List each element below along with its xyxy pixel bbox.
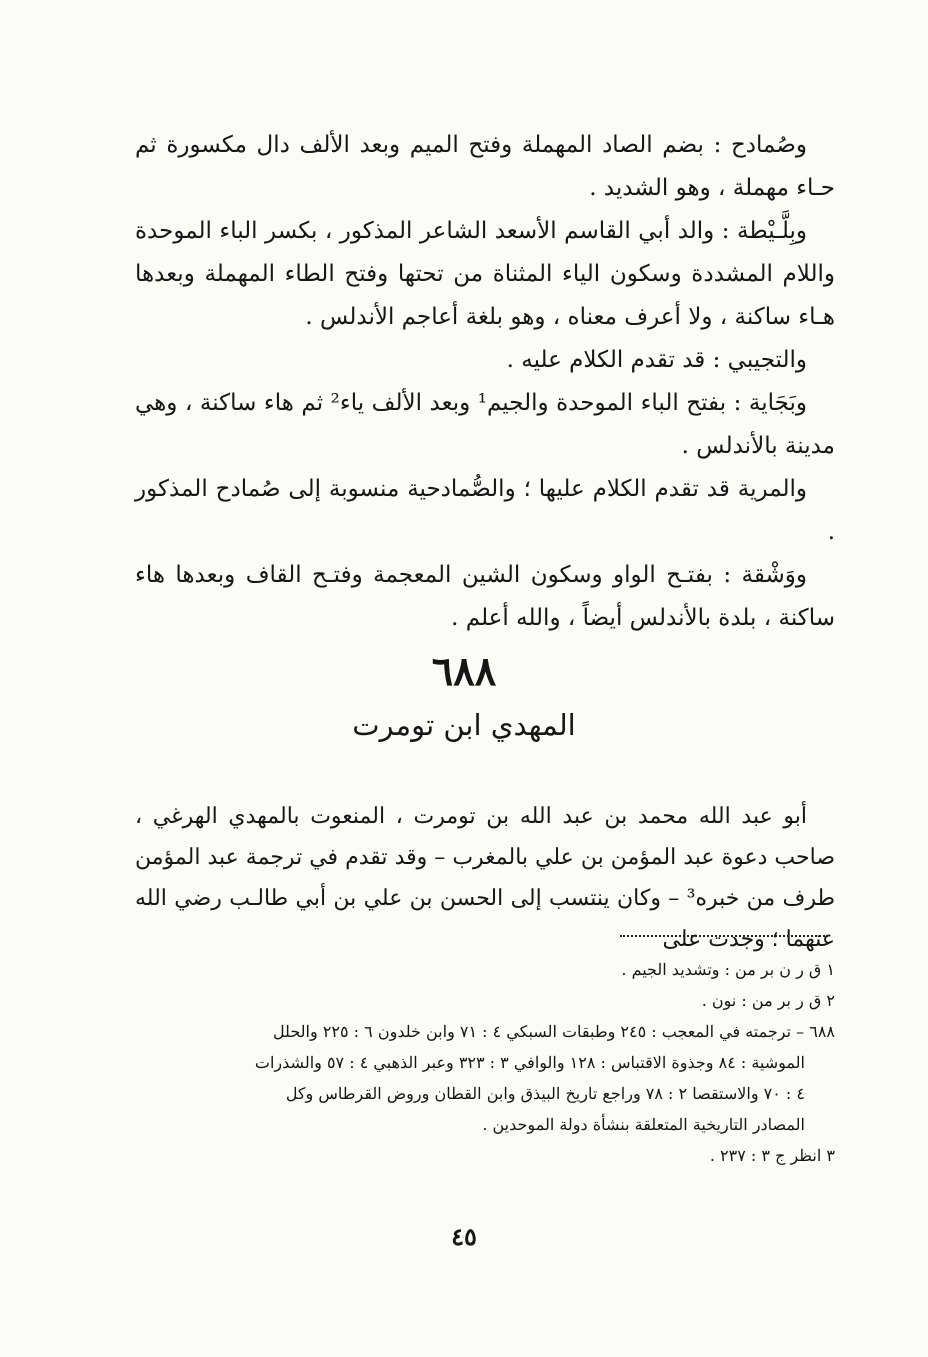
entry-title: المهدي ابن تومرت <box>352 708 576 742</box>
footnote-2: ٢ ق ر بر من : نون . <box>701 991 835 1010</box>
top-text-block <box>135 124 835 640</box>
footnote-688-line-2: الموشية : ٨٤ وجذوة الاقتباس : ١٢٨ والوافي ٣ : ٣٢٣ وعبر الذهبي ٤ : ٥٧ والشذرات <box>254 1053 805 1072</box>
footnote-divider <box>620 935 828 937</box>
footnote-1: ١ ق ر ن بر من : وتشديد الجيم . <box>621 960 835 979</box>
footnote-688-line-1: ٦٨٨ – ترجمته في المعجب : ٢٤٥ وطبقات السبكي ٤ : ٧١ وابن خلدون ٦ : ٢٢٥ والحلل <box>272 1022 835 1041</box>
paragraph-tujibi: والتجيبي : قد تقدم الكلام عليه . <box>506 347 807 373</box>
biography-paragraph: أبو عبد الله محمد بن عبد الله بن تومرت ، المنعوت بالمهدي الهرغي ، صاحب دعوة عبد المؤمن بن علي بالمغرب – وقد تقدم في ترجمة عبد المؤمن طرف من خبره³ – وكان ينتسب إلى الحسن بن علي بن أبي طالـب رضي الله عنهما ؛ وجدت على <box>135 804 835 952</box>
footnotes <box>130 954 835 1171</box>
paragraph-bajaya: وبَجَاية : بفتح الباء الموحدة والجيم¹ وبعد الألف ياء² ثم هاء ساكنة ، وهي مدينة بالأندلس . <box>135 390 835 459</box>
page-number: ٤٥ <box>451 1222 477 1251</box>
paragraph-almeria: والمرية قد تقدم الكلام عليها ؛ والصُّمادحية منسوبة إلى صُمادح المذكور . <box>135 476 835 545</box>
footnote-688-line-4: المصادر التاريخية المتعلقة بنشأة دولة الموحدين . <box>482 1115 805 1134</box>
footnote-3: ٣ انظر ج ٣ : ٢٣٧ . <box>709 1146 835 1165</box>
paragraph-sumadih: وصُمادح : بضم الصاد المهملة وفتح الميم وبعد الألف دال مكسورة ثم حـاء مهملة ، وهو الشديد . <box>135 132 835 201</box>
entry-number: ٦٨٨ <box>431 648 497 695</box>
footnote-688-line-3: ٤ : ٧٠ والاستقصا ٢ : ٧٨ وراجع تاريخ البيذق وابن القطان وروض القرطاس وكل <box>285 1084 805 1103</box>
paragraph-washqa: ووَشْقة : بفتـح الواو وسكون الشين المعجمة وفتـح القاف وبعدها هاء ساكنة ، بلدة بالأندلس أيضاً ، والله أعلم . <box>135 562 835 631</box>
paragraph-ballita: وبِلَّـيْطة : والد أبي القاسم الأسعد الشاعر المذكور ، بكسر الباء الموحدة واللام المشددة وسكون الياء المثناة من تحتها وفتح الطاء المهملة وبعدها هـاء ساكنة ، ولا أعرف معناه ، وهو بلغة أعاجم الأندلس . <box>135 218 835 330</box>
